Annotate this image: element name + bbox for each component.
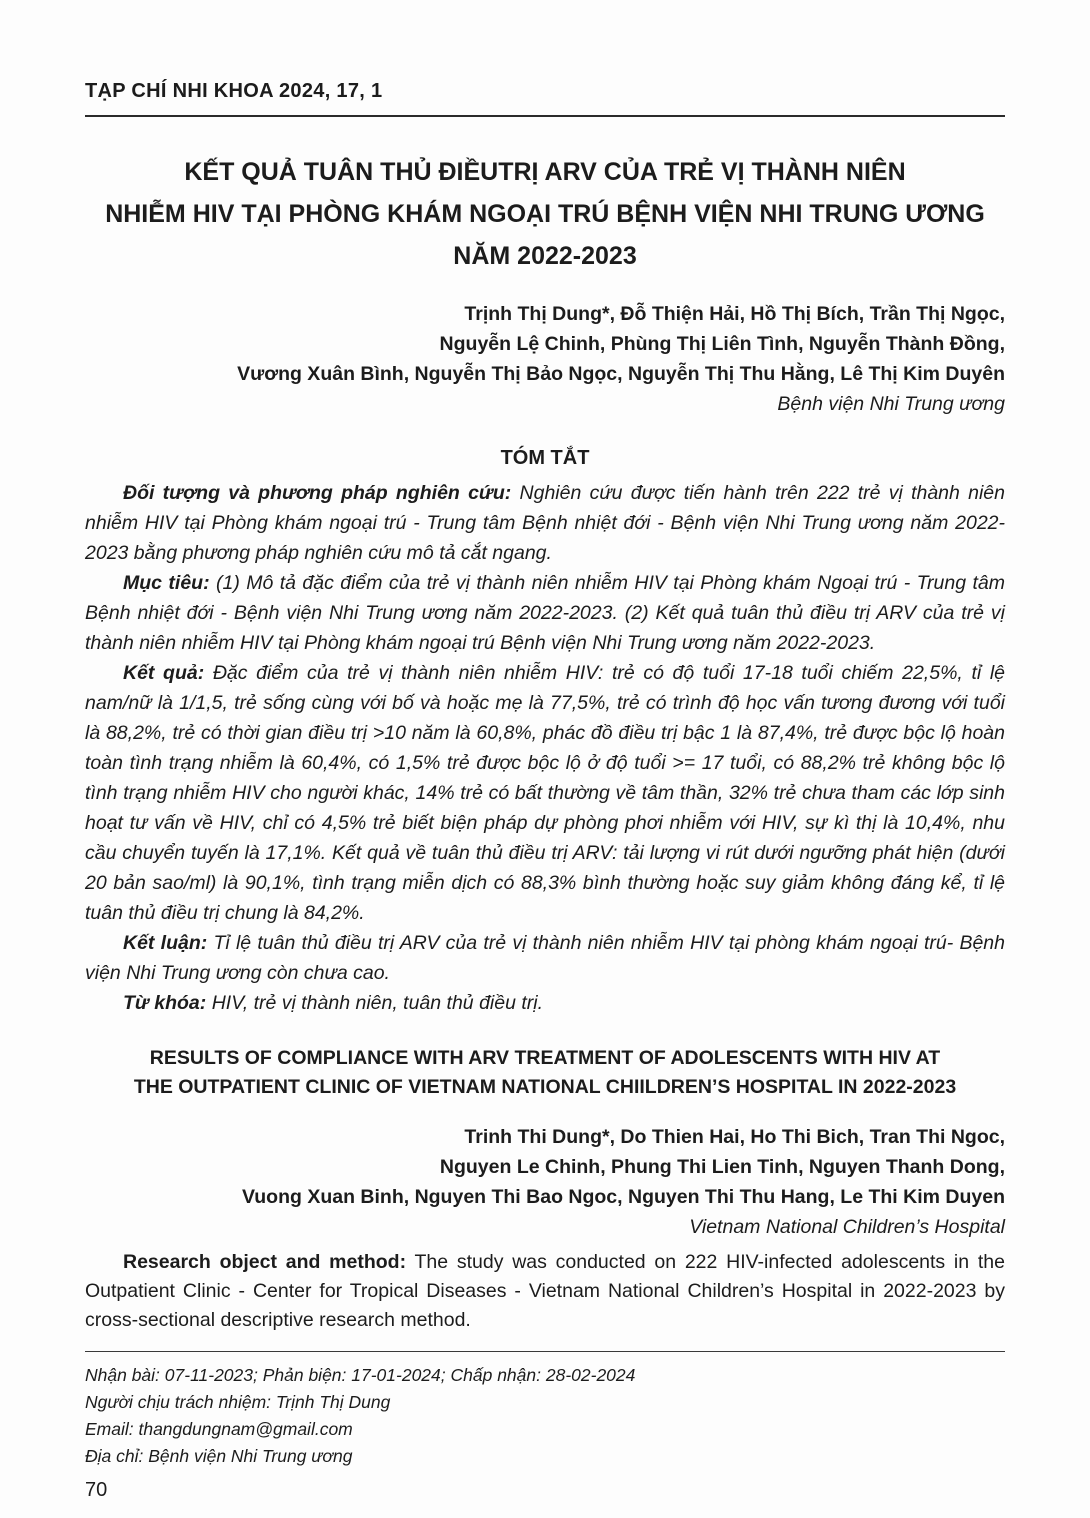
- abstract-heading: TÓM TẮT: [500, 447, 590, 469]
- english-abstract-paragraph: [85, 1248, 1005, 1335]
- abstract-paragraph-objectives: [85, 568, 1005, 658]
- affiliation-vi: Bệnh viện Nhi Trung ương: [777, 393, 1005, 415]
- paragraph-lead: Từ khóa:: [123, 992, 207, 1014]
- paragraph-text: HIV, trẻ vị thành niên, tuân thủ điều trị.: [211, 992, 544, 1014]
- paragraph-text: Nghiên cứu được tiến hành trên 222 trẻ vị thành niên nhiễm HIV tại Phòng khám ngoại trú - Trung tâm Bệnh nhiệt đới - Bệnh viện Nhi Trung ương năm 2022-2023 bằng phương pháp nghiên cứu mô tả cắt ngang.: [85, 482, 1005, 564]
- footnote-email: Email: thangdungnam@gmail.com: [85, 1419, 353, 1439]
- abstract-section: [85, 478, 1005, 1018]
- authors-vi-line3: Vương Xuân Bình, Nguyễn Thị Bảo Ngọc, Nguyễn Thị Thu Hằng, Lê Thị Kim Duyên: [237, 363, 1005, 385]
- authors-en: [85, 1122, 1005, 1212]
- authors-vi-line1: Trịnh Thị Dung*, Đỗ Thiện Hải, Hồ Thị Bích, Trần Thị Ngọc,: [464, 303, 1005, 325]
- journal-header: TẠP CHÍ NHI KHOA 2024, 17, 1: [85, 80, 383, 102]
- authors-vi-line2: Nguyễn Lệ Chinh, Phùng Thị Liên Tình, Nguyễn Thành Đồng,: [439, 333, 1005, 355]
- paragraph-lead: Research object and method:: [123, 1251, 407, 1273]
- paragraph-lead: Mục tiêu:: [123, 572, 210, 594]
- abstract-paragraph-results: [85, 658, 1005, 928]
- abstract-paragraph-keywords: [85, 988, 1005, 1018]
- article-title-vi: [85, 151, 1005, 277]
- article-title-en-line2: THE OUTPATIENT CLINIC OF VIETNAM NATIONAL CHIILDREN’S HOSPITAL IN 2022-2023: [133, 1076, 957, 1098]
- paragraph-text: The study was conducted on 222 HIV-infected adolescents in the Outpatient Clinic - Center for Tropical Diseases - Vietnam National Children’s Hospital in 2022-2023 by cross-sectional descriptive research method.: [85, 1251, 1005, 1331]
- authors-en-line2: Nguyen Le Chinh, Phung Thi Lien Tinh, Nguyen Thanh Dong,: [439, 1156, 1005, 1178]
- article-title-en: [85, 1044, 1005, 1102]
- article-title-vi-line3: NĂM 2022-2023: [453, 242, 637, 270]
- paragraph-lead: Kết luận:: [123, 932, 208, 954]
- article-title-vi-line1: KẾT QUẢ TUÂN THỦ ĐIỀUTRỊ ARV CỦA TRẺ VỊ THÀNH NIÊN: [184, 158, 906, 186]
- abstract-paragraph-methods: [85, 478, 1005, 568]
- paragraph-text: Đặc điểm của trẻ vị thành niên nhiễm HIV: trẻ có độ tuổi 17-18 tuổi chiếm 22,5%, tỉ lệ nam/nữ là 1/1,5, trẻ sống cùng với bố và hoặc mẹ là 77,5%, trẻ có trình độ học vấn tương đương với tuổi là 88,2%, trẻ có thời gian điều trị >10 năm là 60,8%, phác đồ điều trị bậc 1 là 87,4%, trẻ được bộc lộ hoàn toàn tình trạng nhiễm là 60,4%, có 1,5% trẻ được bộc lộ ở độ tuổi >= 17 tuổi, có 88,2% trẻ không bộc lộ tình trạng nhiễm HIV cho người khác, 14% trẻ có bất thường về tâm thần, 32% trẻ chưa tham các lớp sinh hoạt tư vấn về HIV, chỉ có 4,5% trẻ biết biện pháp dự phòng phơi nhiễm với HIV, sự kì thị là 10,4%, nhu cầu chuyển tuyến là 17,1%. Kết quả về tuân thủ điều trị ARV: tải lượng vi rút dưới ngưỡng phát hiện (dưới 20 bản sao/ml) là 90,1%, tình trạng miễn dịch có 88,3% bình thường hoặc suy giảm không đáng kể, tỉ lệ tuân thủ điều trị chung là 84,2%.: [85, 662, 1005, 924]
- paragraph-lead: Kết quả:: [123, 662, 205, 684]
- article-title-vi-line2: NHIỄM HIV TẠI PHÒNG KHÁM NGOẠI TRÚ BỆNH VIỆN NHI TRUNG ƯƠNG: [105, 200, 985, 228]
- abstract-paragraph-conclusion: [85, 928, 1005, 988]
- header-rule: [85, 115, 1005, 117]
- paragraph-lead: Đối tượng và phương pháp nghiên cứu:: [123, 482, 512, 504]
- footnotes-section: [85, 1362, 1005, 1470]
- affiliation-en: Vietnam National Children’s Hospital: [689, 1216, 1005, 1238]
- authors-vi: [85, 299, 1005, 389]
- page-number: 70: [85, 1479, 108, 1501]
- footnote-dates: Nhận bài: 07-11-2023; Phản biện: 17-01-2024; Chấp nhận: 28-02-2024: [85, 1365, 636, 1385]
- authors-en-line1: Trinh Thi Dung*, Do Thien Hai, Ho Thi Bich, Tran Thi Ngoc,: [464, 1126, 1005, 1148]
- footnote-address: Địa chỉ: Bệnh viện Nhi Trung ương: [85, 1446, 353, 1466]
- authors-en-line3: Vuong Xuan Binh, Nguyen Thi Bao Ngoc, Nguyen Thi Thu Hang, Le Thi Kim Duyen: [241, 1186, 1005, 1208]
- paragraph-text: (1) Mô tả đặc điểm của trẻ vị thành niên nhiễm HIV tại Phòng khám Ngoại trú - Trung tâm Bệnh nhiệt đới - Bệnh viện Nhi Trung ương năm 2022-2023. (2) Kết quả tuân thủ điều trị ARV của trẻ vị thành niên nhiễm HIV tại Phòng khám ngoại trú Bệnh viện Nhi Trung ương năm 2022-2023.: [85, 572, 1005, 654]
- footnote-responsible-person: Người chịu trách nhiệm: Trịnh Thị Dung: [85, 1392, 391, 1412]
- paragraph-text: Tỉ lệ tuân thủ điều trị ARV của trẻ vị thành niên nhiễm HIV tại phòng khám ngoại trú- Bệnh viện Nhi Trung ương còn chưa cao.: [85, 932, 1005, 984]
- footnote-rule: [85, 1351, 1005, 1352]
- article-title-en-line1: RESULTS OF COMPLIANCE WITH ARV TREATMENT OF ADOLESCENTS WITH HIV AT: [149, 1047, 941, 1069]
